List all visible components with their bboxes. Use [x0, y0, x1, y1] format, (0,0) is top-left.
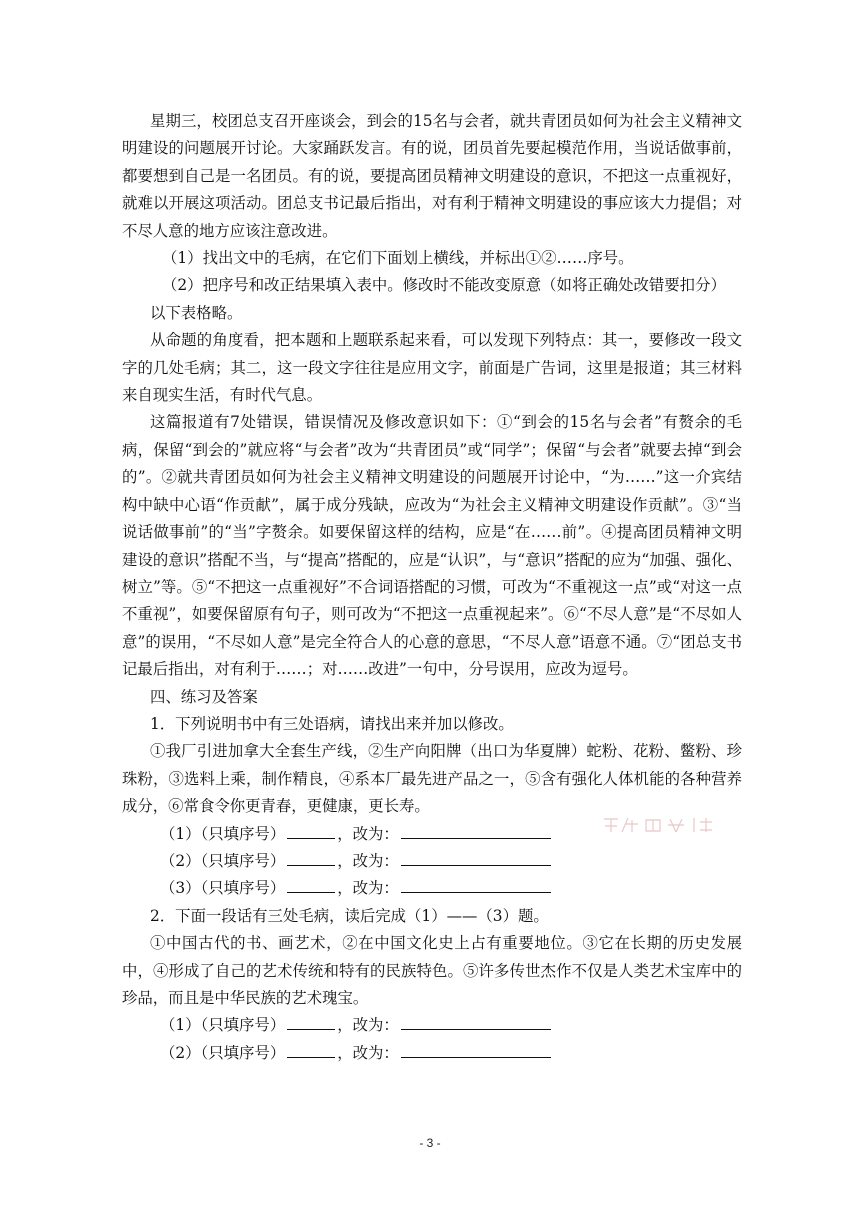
question-1-text: ①我厂引进加拿大全套生产线，②生产向阳牌（出口为华夏牌）蛇粉、花粉、鳖粉、珍珠粉，③选料上乘，制作精良，④系本厂最先进产品之一，⑤含有强化人体机能的各种营养成分，⑥常食令你更青春，更健康，更长寿。: [122, 742, 742, 816]
watermark-logo: [600, 814, 730, 836]
paragraph-analysis: 从命题的角度看，把本题和上题联系起来看，可以发现下列特点：其一，要修改一段文字的几处毛病；其二，这一段文字往往是应用文字，前面是广告词，这里是报道；其三材料来自现实生活，有时代气息。: [122, 331, 742, 405]
page-number: - 3 -: [419, 1136, 441, 1150]
answer-blank[interactable]: [401, 1012, 551, 1030]
section-heading: 四、练习及答案: [150, 687, 258, 706]
table-omitted-note: 以下表格略。: [150, 303, 243, 322]
paragraph-answer-explanation: 这篇报道有7处错误，错误情况及修改意识如下：①“到会的15名与会者”有赘余的毛病，保留“到会的”就应将“与会者”改为“共青团员”或“同学”；保留“与会者”就要去掉“到会的”。②就共青团员如何为社会主义精神文明建设的问题展开讨论中，“为……”这一介宾结构中缺中心语“作贡献”，属于成分残缺，应改为“为社会主义精神文明建设作贡献”。③“当说话做事前”的“当”字赘余。如要保留这样的结构，应是“在……前”。④提高团员精神文明建设的意识”搭配不当，与“提高”搭配的，应是“认识”，与“意识”搭配的应为“加强、强化、树立”等。⑤“不把这一点重视好”不合词语搭配的习惯，可改为“不重视这一点”或“对这一点不重视”，如要保留原有句子，则可改为“不把这一点重视起来”。⑥“不尽人意”是“不尽如人意”的误用，“不尽如人意”是完全符合人的心意的意思，“不尽人意”语意不通。⑦“团总支书记最后指出，对有利于……；对……改进”一句中，分号误用，应改为逗号。: [122, 413, 742, 679]
answer-blank[interactable]: [401, 1040, 551, 1058]
answer-blank[interactable]: [401, 875, 551, 893]
question-2-text: ①中国古代的书、画艺术，②在中国文化史上占有重要地位。③它在长期的历史发展中，④形成了自己的艺术传统和特有的民族特色。⑤许多传世杰作不仅是人类艺术宝库中的珍品，而且是中华民族的艺术瑰宝。: [122, 934, 742, 1007]
instruction-2: （2）把序号和改正结果填入表中。修改时不能改变原意（如将正确处改错要扣分）: [162, 276, 726, 295]
answer-line: （1）（只填序号） ，改为：: [122, 1012, 742, 1039]
answer-blank[interactable]: [287, 1012, 335, 1030]
question-2: 2．下面一段话有三处毛病，读后完成（1）——（3）题。: [150, 906, 549, 925]
answer-line: （3）（只填序号） ，改为：: [122, 875, 742, 902]
instruction-1: （1）找出文中的毛病，在它们下面划上横线，并标出①②……序号。: [162, 249, 634, 268]
answer-line: （2）（只填序号） ，改为：: [122, 1040, 742, 1067]
answer-blank[interactable]: [287, 1040, 335, 1058]
answer-blank[interactable]: [287, 821, 335, 839]
paragraph-meeting-report: 星期三，校团总支召开座谈会，到会的15名与会者，就共青团员如何为社会主义精神文明建设的问题展开讨论。大家踊跃发言。有的说，团员首先要起模范作用，当说话做事前，都要想到自己是一名团员。有的说，要提高团员精神文明建设的意识，不把这一点重视好，就难以开展这项活动。团总支书记最后指出，对有利于精神文明建设的事应该大力提倡；对不尽人意的地方应该注意改进。: [122, 112, 742, 240]
answer-blank[interactable]: [401, 821, 551, 839]
answer-blank[interactable]: [401, 848, 551, 866]
answer-line: （1）（只填序号） ，改为：: [122, 821, 742, 848]
question-1: 1．下列说明书中有三处语病，请找出来并加以修改。: [150, 714, 514, 733]
answer-line: （2）（只填序号） ，改为：: [122, 848, 742, 875]
answer-blank[interactable]: [287, 848, 335, 866]
answer-blank[interactable]: [287, 875, 335, 893]
document-body: [122, 108, 742, 1067]
